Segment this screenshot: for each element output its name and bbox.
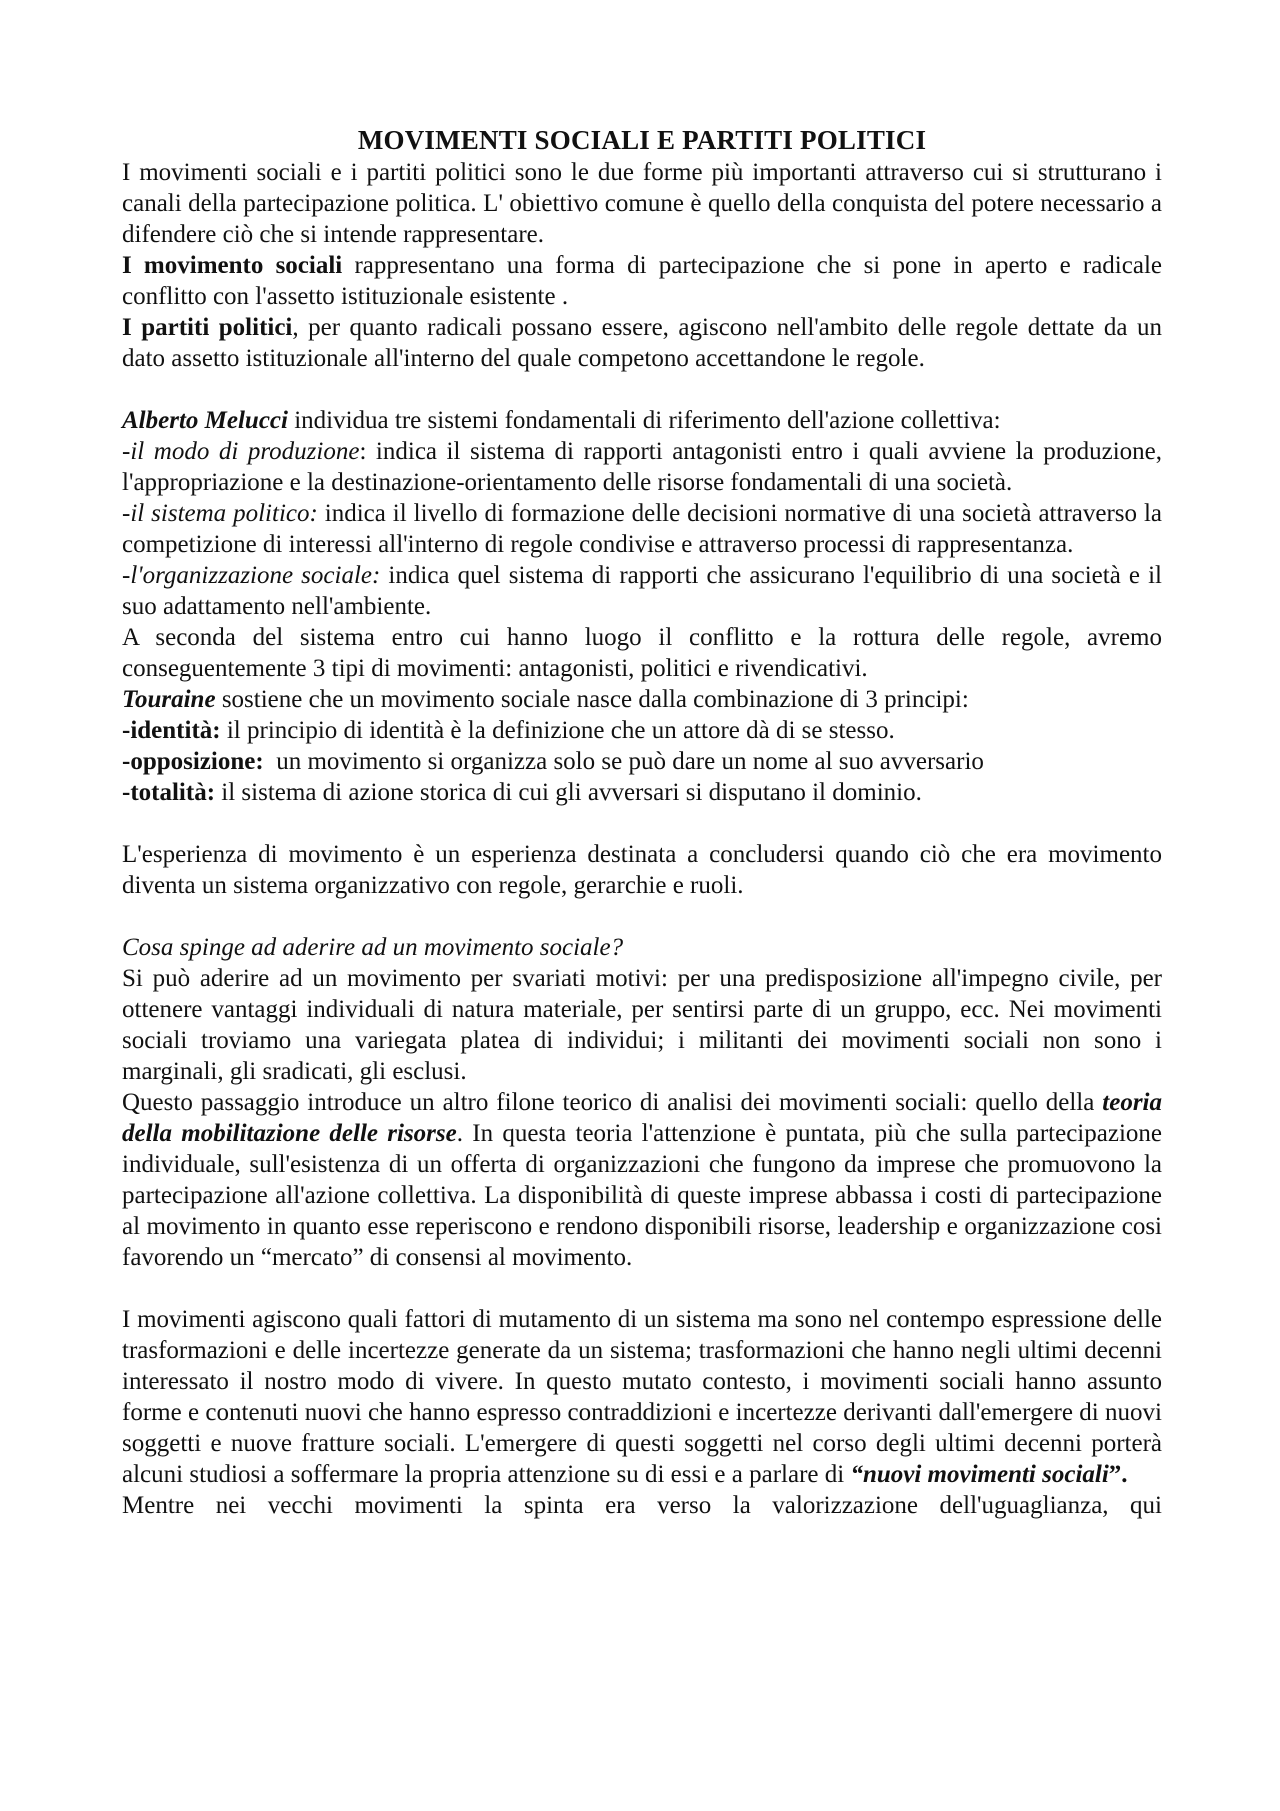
term-modo-produzione: -il modo di produzione <box>122 438 360 465</box>
term-totalita: -totalità: <box>122 779 216 806</box>
text-totalita: il sistema di azione storica di cui gli avversari si disputano il dominio. <box>215 779 922 806</box>
paragraph-esperienza: L'esperienza di movimento è un esperienza destinata a concludersi quando ciò che era movimento diventa un sistema organizzativo con regole, gerarchie e ruoli. <box>122 841 1162 899</box>
text-mutamento-before: I movimenti agiscono quali fattori di mutamento di un sistema ma sono nel contempo espressione delle trasformazioni e delle incertezze generate da un sistema; trasformazioni che hanno negli ultimi decenni interessato il nostro modo di vivere. In questo mutato contesto, i movimenti sociali hanno assunto forme e contenuti nuovi che hanno espresso contraddizioni e incertezze derivanti dall'emergere di nuovi soggetti e nuove fratture sociali. L'emergere di questi soggetti nel corso degli ultimi decenni porterà alcuni studiosi a soffermare la propria attenzione su di essi e a parlare di <box>122 1306 1162 1488</box>
text-modo-produzione: : indica il sistema di rapporti antagonisti entro i quali avviene la produzione, l'appropriazione e la destinazione-orientamento delle risorse fondamentali di una società. <box>122 438 1162 496</box>
list-item-organizzazione-sociale <box>122 560 1162 622</box>
list-item-identita <box>122 715 1162 746</box>
spacer <box>122 901 1162 932</box>
text-touraine-intro: sostiene che un movimento sociale nasce dalla combinazione di 3 principi: <box>215 686 969 713</box>
question-heading <box>122 932 1162 963</box>
page-title: MOVIMENTI SOCIALI E PARTITI POLITICI <box>357 125 927 155</box>
question-text: Cosa spinge ad aderire ad un movimento sociale? <box>122 934 624 961</box>
text-partiti-politici: , per quanto radicali possano essere, agiscono nell'ambito delle regole dettate da un dato assetto istituzionale all'interno del quale competono accettandone le regole. <box>122 314 1162 372</box>
term-sistema-politico: -il sistema politico: <box>122 500 318 527</box>
text-opposizione: un movimento si organizza solo se può dare un nome al suo avversario <box>263 748 984 775</box>
paragraph-mutamento <box>122 1304 1162 1490</box>
term-partiti-politici: I partiti politici <box>122 314 293 341</box>
list-item-totalita <box>122 777 1162 808</box>
paragraph-teoria-risorse <box>122 1087 1162 1273</box>
paragraph-melucci-conclusion: A seconda del sistema entro cui hanno luogo il conflitto e la rottura delle regole, avremo conseguentemente 3 tipi di movimenti: antagonisti, politici e rivendicativi. <box>122 624 1162 682</box>
term-identita: -identità: <box>122 717 221 744</box>
text-organizzazione-sociale: indica quel sistema di rapporti che assicurano l'equilibrio di una società e il suo adattamento nell'ambiente. <box>122 562 1162 620</box>
paragraph-movimenti-sociali <box>122 250 1162 312</box>
term-nuovi-movimenti: “nuovi movimenti sociali <box>850 1461 1109 1488</box>
spacer <box>122 808 1162 839</box>
text-teoria-before: Questo passaggio introduce un altro filone teorico di analisi dei movimenti sociali: quello della <box>122 1089 1103 1116</box>
list-item-opposizione <box>122 746 1162 777</box>
text-melucci-intro: individua tre sistemi fondamentali di riferimento dell'azione collettiva: <box>287 407 1001 434</box>
text-sistema-politico: indica il livello di formazione delle decisioni normative di una società attraverso la competizione di interessi all'interno di regole condivise e attraverso processi di rappresentanza. <box>122 500 1163 558</box>
paragraph-partiti-politici <box>122 312 1162 374</box>
text-identita: il principio di identità è la definizione che un attore dà di se stesso. <box>220 717 895 744</box>
paragraph-last-line: Mentre nei vecchi movimenti la spinta era verso la valorizzazione dell'uguaglianza, qui <box>122 1492 1162 1519</box>
paragraph-aderire: Si può aderire ad un movimento per svariati motivi: per una predisposizione all'impegno civile, per ottenere vantaggi individuali di natura materiale, per sentirsi parte di un gruppo, ecc. Nei movimenti sociali troviamo una variegata platea di individui; i militanti dei movimenti sociali non sono i marginali, gli sradicati, gli esclusi. <box>122 965 1162 1085</box>
term-organizzazione-sociale: -l'organizzazione sociale: <box>122 562 381 589</box>
text-teoria-after: . In questa teoria l'attenzione è puntata, più che sulla partecipazione individuale, sull'esistenza di un offerta di organizzazioni che fungono da imprese che promuovono la partecipazione all'azione collettiva. La disponibilità di queste imprese abbassa i costi di partecipazione al movimento in quanto esse reperiscono e rendono disponibili risorse, leadership e organizzazione cosi favorendo un “mercato” di consensi al movimento. <box>122 1120 1162 1271</box>
text-movimenti-sociali: rappresentano una forma di partecipazione che si pone in aperto e radicale conflitto con l'assetto istituzionale esistente . <box>122 252 1162 310</box>
paragraph-touraine-intro <box>122 684 1162 715</box>
paragraph-intro: I movimenti sociali e i partiti politici sono le due forme più importanti attraverso cui si strutturano i canali della partecipazione politica. L' obiettivo comune è quello della conquista del potere necessario a difendere ciò che si intende rappresentare. <box>122 159 1162 248</box>
list-item-sistema-politico <box>122 498 1162 560</box>
text-mutamento-after: ”. <box>1108 1461 1128 1488</box>
author-touraine: Touraine <box>122 686 216 713</box>
list-item-modo-produzione <box>122 436 1162 498</box>
term-movimento-sociali: I movimento sociali <box>122 252 343 279</box>
term-teoria-mobilitazione: teoria della mobilitazione delle risorse <box>122 1089 1162 1147</box>
spacer <box>122 1273 1162 1304</box>
spacer <box>122 374 1162 405</box>
paragraph-melucci-intro <box>122 405 1162 436</box>
term-opposizione: -opposizione: <box>122 748 264 775</box>
author-melucci: Alberto Melucci <box>122 407 288 434</box>
